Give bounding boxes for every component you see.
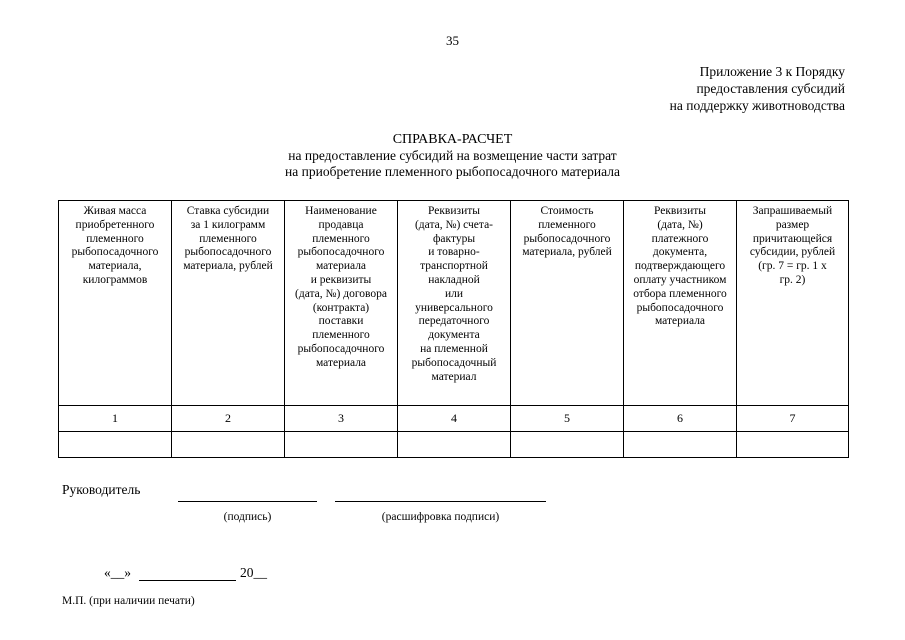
header-line: (дата, №) договора	[295, 287, 387, 300]
header-col-3	[285, 201, 398, 406]
entry-cell[interactable]	[398, 432, 511, 458]
header-line: материал	[431, 370, 477, 383]
header-line: племенного	[538, 218, 596, 231]
header-col-5	[511, 201, 624, 406]
header-line: племенного	[86, 232, 144, 245]
header-line: оплату участником	[633, 273, 727, 286]
header-line: рыбопосадочного	[184, 246, 272, 259]
header-line: подтверждающего	[634, 260, 726, 273]
header-line: материала, рублей	[522, 246, 612, 259]
entry-cell[interactable]	[511, 432, 624, 458]
entry-cell[interactable]	[285, 432, 398, 458]
year-field[interactable]: 20__	[240, 565, 267, 580]
column-number: 4	[398, 406, 511, 432]
signature-line[interactable]	[178, 501, 317, 502]
header-col-2	[172, 201, 285, 406]
header-line: рыбопосадочного	[71, 246, 159, 259]
page-number: 35	[446, 33, 459, 48]
table-header-row	[59, 201, 849, 406]
header-line: передаточного	[418, 315, 490, 328]
column-number: 5	[511, 406, 624, 432]
header-line: Запрашиваемый	[752, 205, 833, 217]
signature-decode-line[interactable]	[335, 501, 546, 502]
column-number: 7	[737, 406, 849, 432]
header-line: накладной	[428, 273, 480, 286]
entry-cell[interactable]	[737, 432, 849, 458]
header-line: и товарно-	[428, 246, 480, 259]
document-title	[0, 132, 905, 180]
header-line: отбора племенного	[633, 287, 727, 300]
signature-caption: (подпись)	[223, 511, 272, 523]
header-line: Реквизиты	[428, 205, 480, 217]
header-line: продавца	[318, 218, 364, 231]
column-number: 3	[285, 406, 398, 432]
column-number: 1	[59, 406, 172, 432]
day-blank[interactable]: __	[110, 565, 125, 580]
header-line: материала, рублей	[183, 260, 273, 273]
appendix-line-2: предоставления субсидий	[696, 81, 845, 96]
header-line: документа	[428, 329, 480, 342]
column-number: 2	[172, 406, 285, 432]
decode-caption: (расшифровка подписи)	[381, 511, 500, 523]
month-line[interactable]	[139, 580, 236, 581]
header-line: рыбопосадочный	[411, 356, 497, 369]
close-quote: »	[124, 565, 131, 580]
column-number: 6	[624, 406, 737, 432]
header-line: фактуры	[432, 232, 476, 245]
header-line: документа,	[652, 246, 708, 259]
appendix-line-1: Приложение 3 к Порядку	[699, 64, 845, 79]
header-line: приобретенного	[75, 218, 155, 231]
header-line: транспортной	[420, 260, 488, 273]
header-line: Наименование	[305, 205, 377, 217]
header-line: за 1 килограмм	[190, 218, 266, 231]
appendix-line-3: на поддержку животноводства	[669, 98, 845, 113]
header-line: (дата, №) счета-	[414, 218, 494, 231]
header-line: рыбопосадочного	[297, 246, 385, 259]
header-line: материала,	[88, 260, 142, 273]
header-line: (гр. 7 = гр. 1 х	[758, 260, 827, 273]
open-quote: «	[104, 565, 111, 580]
header-line: рыбопосадочного	[523, 232, 611, 245]
entry-cell[interactable]	[59, 432, 172, 458]
header-col-1	[59, 201, 172, 406]
header-line: на племенной	[420, 342, 488, 355]
title-line-2: на предоставление субсидий на возмещение части затрат	[288, 148, 617, 163]
header-line: Стоимость	[540, 205, 594, 217]
header-line: племенного	[312, 329, 370, 342]
header-line: субсидии, рублей	[749, 246, 836, 259]
header-line: универсального	[415, 301, 493, 314]
header-line: материала	[654, 315, 706, 328]
calculation-table	[58, 200, 849, 458]
header-col-7	[737, 201, 849, 406]
title-line-3: на приобретение племенного рыбопосадочного материала	[285, 164, 620, 179]
header-line: (дата, №)	[657, 218, 703, 231]
header-line: материала	[315, 260, 367, 273]
header-line: или	[444, 287, 464, 300]
header-line: причитающейся	[752, 232, 833, 245]
header-col-6	[624, 201, 737, 406]
head-label: Руководитель	[62, 482, 141, 497]
data-entry-row	[59, 432, 849, 458]
header-line: Ставка субсидии	[186, 205, 270, 217]
column-number-row	[59, 406, 849, 432]
header-line: размер	[775, 218, 810, 231]
stamp-note: М.П. (при наличии печати)	[62, 595, 195, 607]
header-line: (контракта)	[312, 301, 370, 314]
entry-cell[interactable]	[624, 432, 737, 458]
header-line: Живая масса	[83, 205, 147, 217]
header-line: платежного	[651, 232, 709, 245]
header-line: племенного	[312, 232, 370, 245]
header-line: и реквизиты	[310, 273, 372, 286]
header-line: гр. 2)	[779, 273, 806, 286]
header-line: поставки	[318, 315, 364, 328]
header-line: килограммов	[82, 273, 148, 286]
header-col-4	[398, 201, 511, 406]
header-line: материала	[315, 356, 367, 369]
header-line: племенного	[199, 232, 257, 245]
date-line	[104, 565, 131, 581]
header-line: рыбопосадочного	[297, 342, 385, 355]
header-line: Реквизиты	[654, 205, 706, 217]
header-line: рыбопосадочного	[636, 301, 724, 314]
entry-cell[interactable]	[172, 432, 285, 458]
title-main: СПРАВКА-РАСЧЕТ	[392, 132, 513, 147]
appendix-note	[670, 63, 845, 114]
